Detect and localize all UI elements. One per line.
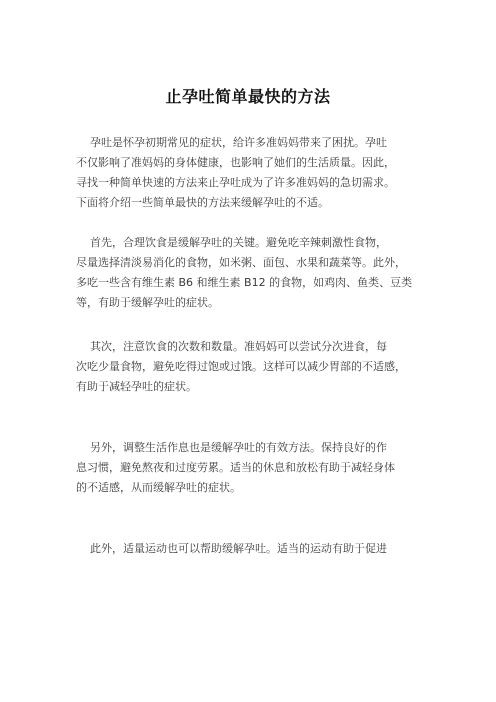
paragraph-line: 尽量选择清淡易消化的食物，如米粥、面包、水果和蔬菜等。此外， — [76, 256, 406, 269]
paragraph-line: 首先，合理饮食是缓解孕吐的关键。避免吃辛辣刺激性食物， — [90, 236, 387, 249]
paragraph-line: 孕吐是怀孕初期常见的症状，给许多准妈妈带来了困扰。孕吐 — [90, 136, 387, 149]
paragraph-line: 寻找一种简单快速的方法来止孕吐成为了许多准妈妈的急切需求。 — [76, 176, 395, 189]
paragraph-line: 等，有助于缓解孕吐的症状。 — [76, 296, 219, 309]
paragraph-line: 次吃少量食物，避免吃得过饱或过饿。这样可以减少胃部的不适感， — [76, 360, 406, 373]
paragraph-line: 此外，适量运动也可以帮助缓解孕吐。适当的运动有助于促进 — [90, 542, 387, 555]
document-title: 止孕吐简单最快的方法 — [165, 87, 331, 106]
paragraph-line: 的不适感，从而缓解孕吐的症状。 — [76, 481, 241, 494]
paragraph-diet — [76, 233, 436, 313]
paragraph-line: 其次，注意饮食的次数和数量。准妈妈可以尝试分次进食，每 — [90, 340, 387, 353]
paragraph-exercise — [76, 539, 436, 559]
paragraph-line: 多吃一些含有维生素 B6 和维生素 B12 的食物，如鸡肉、鱼类、豆类 — [76, 276, 413, 289]
paragraph-line: 下面将介绍一些简单最快的方法来缓解孕吐的不适。 — [76, 196, 329, 209]
paragraph-intro — [76, 133, 436, 213]
paragraph-line: 有助于减轻孕吐的症状。 — [76, 380, 197, 393]
paragraph-line: 息习惯，避免熬夜和过度劳累。适当的休息和放松有助于减轻身体 — [76, 461, 395, 474]
paragraph-routine — [76, 438, 436, 498]
paragraph-line: 不仅影响了准妈妈的身体健康，也影响了她们的生活质量。因此， — [76, 156, 395, 169]
paragraph-meal-frequency — [76, 337, 436, 397]
paragraph-line: 另外，调整生活作息也是缓解孕吐的有效方法。保持良好的作 — [90, 441, 387, 454]
